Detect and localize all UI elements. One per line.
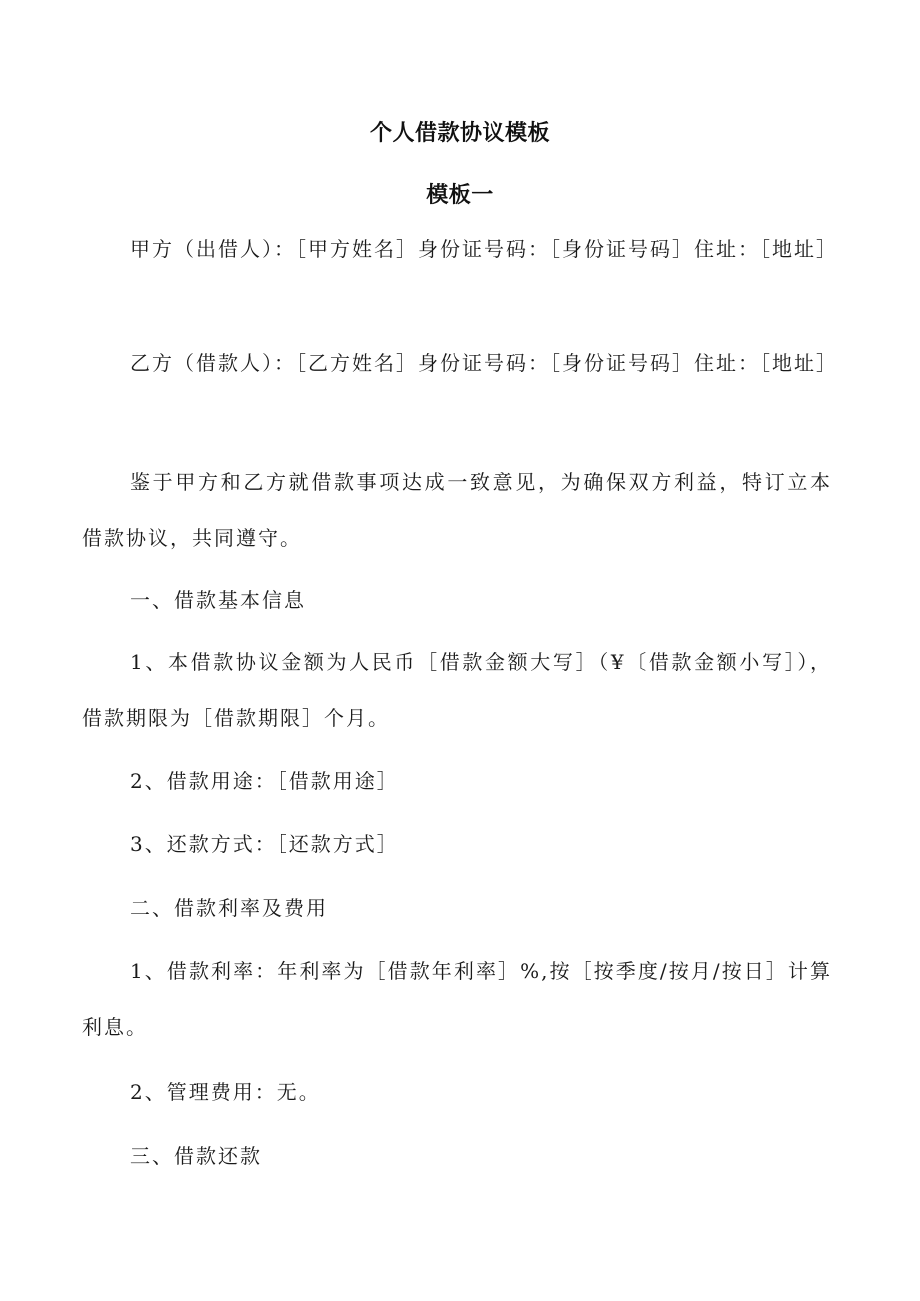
party-b-paragraph: 乙方（借款人）：［乙方姓名］身份证号码：［身份证号码］住址：［地址］ — [130, 351, 838, 375]
document-title: 个人借款协议模板 — [369, 121, 550, 146]
section-1-heading: 一、借款基本信息 — [130, 588, 306, 612]
section-1-item-2: 2、借款用途：［借款用途］ — [130, 769, 399, 793]
section-2-heading: 二、借款利率及费用 — [130, 896, 328, 920]
section-2-item-1: 1、借款利率：年利率为［借款年利率］%,按［按季度/按月/按日］计算利息。 — [82, 959, 832, 1039]
document-subtitle: 模板一 — [426, 183, 494, 208]
party-a-paragraph: 甲方（出借人）：［甲方姓名］身份证号码：［身份证号码］住址：［地址］ — [130, 237, 838, 261]
section-3-heading: 三、借款还款 — [130, 1144, 262, 1168]
section-2-item-2: 2、管理费用：无。 — [130, 1080, 321, 1104]
preamble-paragraph: 鉴于甲方和乙方就借款事项达成一致意见，为确保双方利益，特订立本借款协议，共同遵守。 — [82, 470, 832, 550]
section-1-item-3: 3、还款方式：［还款方式］ — [130, 832, 399, 856]
section-1-item-1: 1、本借款协议金额为人民币［借款金额大写］（¥〔借款金额小写］），借款期限为［借款期限］个月。 — [82, 650, 832, 730]
